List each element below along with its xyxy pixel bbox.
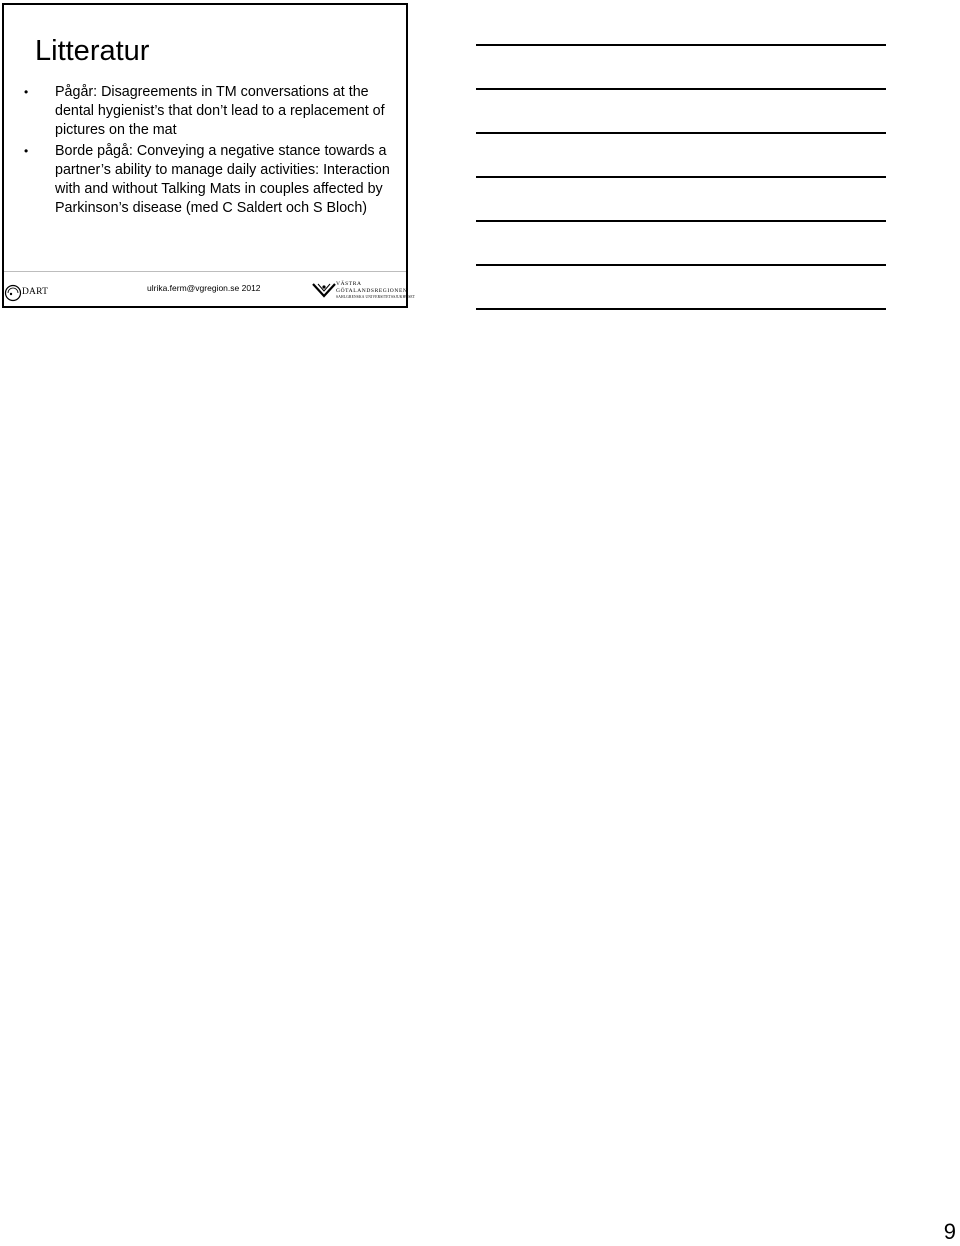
vgr-mark-icon [312, 280, 336, 302]
page-number: 9 [943, 1219, 956, 1244]
bullet-list [24, 83, 394, 220]
note-line [476, 308, 886, 310]
bullet-text: Pågår: Disagreements in TM conversations at the dental hygienist’s that don’t lead to a replacement of pictures on the mat [55, 84, 385, 138]
slide-thumbnail [2, 3, 416, 308]
note-line [476, 220, 886, 222]
note-line [476, 44, 886, 46]
dart-logo-text: DART [22, 287, 49, 297]
footer-email: ulrika.ferm@vgregion.se 2012 [147, 283, 261, 293]
bullet-item [24, 83, 394, 140]
vgr-logo-line1: VÄSTRA [336, 281, 362, 287]
dart-logo-icon [4, 282, 52, 302]
bullet-text: Borde pågå: Conveying a negative stance towards a partner’s ability to manage daily activities: Interaction with and without Talking Mats in couples affected by Parkinson’s disease (med C Saldert och S Bloch) [55, 143, 390, 216]
note-line [476, 88, 886, 90]
note-line [476, 176, 886, 178]
slide-title: Litteratur [35, 35, 150, 67]
bullet-item [24, 142, 394, 218]
notes-lines [476, 44, 886, 352]
bullet-marker: • [24, 144, 29, 158]
vgr-logo-line2: GÖTALANDSREGIONEN [336, 288, 408, 294]
bullet-marker: • [24, 85, 29, 99]
vgr-logo-line3: SAHLGRENSKA UNIVERSITETSSJUKHUSET [336, 295, 416, 299]
note-line [476, 132, 886, 134]
slide-footer [4, 273, 416, 306]
vgr-logo-icon [312, 280, 416, 302]
footer-divider [4, 271, 406, 272]
note-line [476, 264, 886, 266]
